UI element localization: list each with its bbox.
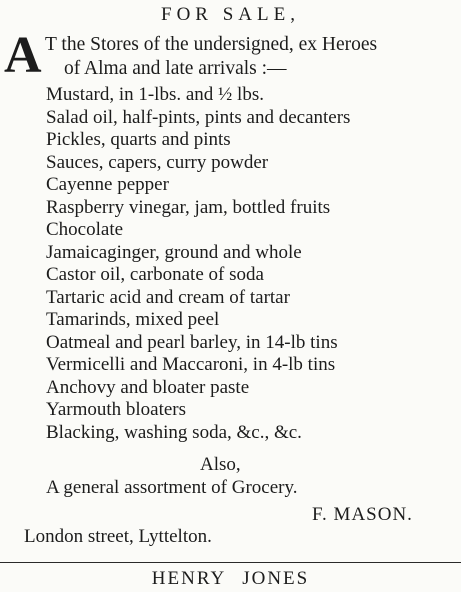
intro-line-2: of Alma and late arrivals :— — [64, 58, 287, 79]
list-item: Sauces, capers, curry powder — [46, 151, 269, 173]
column-divider — [0, 562, 461, 563]
ad-heading: FOR SALE, — [161, 4, 300, 25]
list-item: Salad oil, half-pints, pints and decanters — [46, 106, 351, 128]
list-item: Castor oil, carbonate of soda — [46, 264, 264, 285]
list-item: Cayenne pepper — [46, 174, 169, 195]
list-item: Tamarinds, mixed peel — [46, 309, 220, 330]
drop-cap: A — [4, 27, 42, 84]
advertiser-signature: F. MASON. — [312, 504, 413, 525]
next-ad-heading: HENRY JONES — [151, 568, 310, 589]
list-item: Oatmeal and pearl barley, in 14-lb tins — [46, 331, 338, 353]
list-item: Mustard, in 1-lbs. and ½ lbs. — [46, 84, 264, 105]
list-item: Chocolate — [46, 219, 124, 240]
list-item: Blacking, washing soda, &c., &c. — [46, 421, 302, 443]
list-item: Yarmouth bloaters — [46, 399, 187, 420]
list-item: Anchovy and bloater paste — [46, 376, 250, 398]
list-item: Vermicelli and Maccaroni, in 4-lb tins — [46, 354, 336, 375]
list-item: Jamaicaginger, ground and whole — [46, 241, 302, 263]
intro-line-1: T the Stores of the undersigned, ex Heroes — [45, 34, 378, 55]
advertiser-address: London street, Lyttelton. — [24, 526, 212, 547]
also-line: Also, — [200, 454, 241, 475]
list-item: Raspberry vinegar, jam, bottled fruits — [46, 196, 331, 218]
list-item: Pickles, quarts and pints — [46, 129, 231, 150]
list-item: Tartaric acid and cream of tartar — [46, 286, 290, 308]
general-assortment-line: A general assortment of Grocery. — [46, 477, 298, 498]
goods-list — [46, 84, 350, 444]
